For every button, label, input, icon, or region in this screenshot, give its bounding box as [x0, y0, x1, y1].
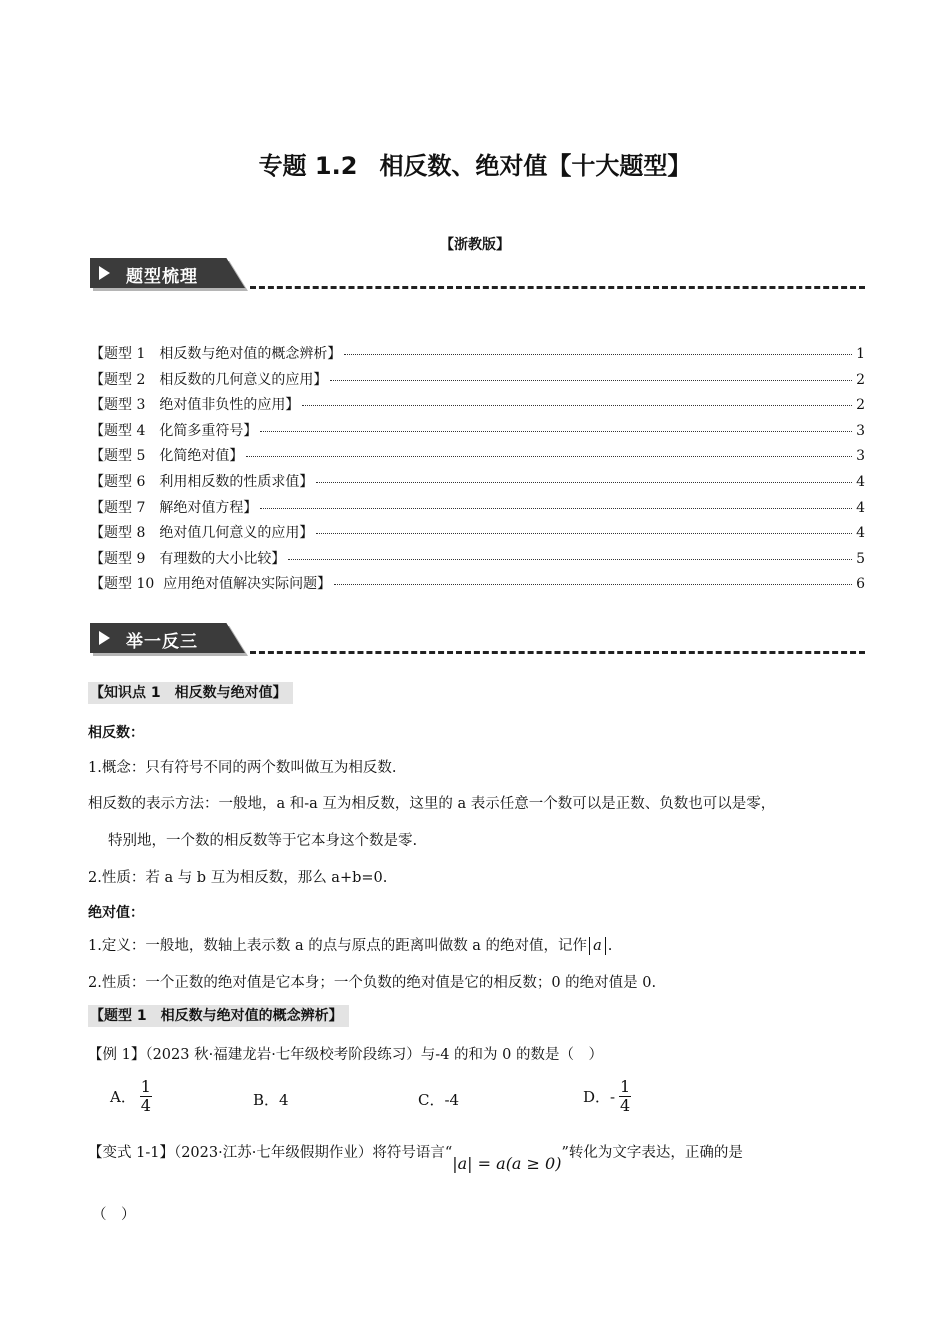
opposite-subtitle: 相反数： [88, 725, 144, 741]
page-title [0, 146, 950, 181]
fraction [140, 1078, 152, 1115]
option-c[interactable] [418, 1089, 459, 1110]
toc-page-number: 4 [856, 499, 865, 516]
toc-entry-label: 【题型 10 应用绝对值解决实际问题】 [90, 576, 332, 593]
banner-divider [250, 651, 865, 654]
variant-1-1 [88, 1141, 743, 1173]
toc-entry-label: 【题型 9 有理数的大小比较】 [90, 550, 286, 567]
denominator: 4 [620, 1096, 631, 1115]
toc-entry[interactable] [90, 471, 865, 497]
absolute-definition [88, 934, 612, 955]
toc-entry-label: 【题型 4 化简多重符号】 [90, 422, 258, 439]
toc-leader-dots [260, 431, 852, 432]
banner-divider [250, 286, 865, 289]
opposite-zero-note: 特别地，一个数的相反数等于它本身这个数是零. [108, 833, 418, 849]
toc-page-number: 6 [856, 576, 865, 593]
toc-entry[interactable] [90, 445, 865, 471]
absolute-subtitle: 绝对值： [88, 905, 144, 921]
numerator: 1 [620, 1077, 631, 1096]
toc-entry[interactable] [90, 420, 865, 446]
toc-leader-dots [344, 354, 852, 355]
denominator: 4 [140, 1096, 151, 1115]
opposite-definition: 1.概念：只有符号不同的两个数叫做互为相反数. [88, 760, 397, 776]
examples-banner-label: 举一反三 [126, 632, 198, 652]
toc-entry[interactable] [90, 497, 865, 523]
toc-leader-dots [260, 508, 852, 509]
opposite-property: 2.性质：若 a 与 b 互为相反数，那么 a+b=0. [88, 870, 388, 886]
toc-entry[interactable] [90, 369, 865, 395]
numerator: 1 [140, 1077, 151, 1096]
toc-entry-label: 【题型 6 利用相反数的性质求值】 [90, 473, 314, 490]
absolute-definition-end: . [607, 938, 613, 954]
knowledge-point-heading: 【知识点 1 相反数与绝对值】 [88, 682, 293, 704]
option-a-label: A． [110, 1088, 136, 1106]
toc-banner-label: 题型梳理 [126, 267, 198, 287]
title-part2: 相反数、绝对值【十大题型】 [379, 152, 692, 180]
absolute-value-symbol: a [589, 937, 606, 955]
toc-entry[interactable] [90, 522, 865, 548]
option-b[interactable] [253, 1089, 289, 1110]
title-part1: 专题 1.2 [258, 152, 358, 180]
examples-banner [90, 623, 865, 657]
toc-page-number: 3 [856, 422, 865, 439]
type1-heading: 【题型 1 相反数与绝对值的概念辨析】 [88, 1005, 349, 1027]
table-of-contents [90, 343, 865, 599]
toc-page-number: 4 [856, 473, 865, 490]
edition-label: 【浙教版】 [440, 237, 510, 253]
toc-leader-dots [330, 380, 852, 381]
toc-entry[interactable] [90, 343, 865, 369]
toc-page-number: 1 [856, 346, 865, 362]
absolute-definition-text: 1.定义：一般地，数轴上表示数 a 的点与原点的距离叫做数 a 的绝对值，记作 [88, 938, 588, 954]
play-icon [99, 266, 110, 280]
toc-entry-label: 【题型 8 绝对值几何意义的应用】 [90, 525, 314, 542]
option-d[interactable] [583, 1078, 631, 1115]
variant-text-end: ”转化为文字表达，正确的是 [561, 1145, 743, 1161]
toc-entry-label: 【题型 5 化简绝对值】 [90, 448, 244, 465]
toc-entry[interactable] [90, 573, 865, 599]
answer-parentheses: （ ） [92, 1207, 136, 1223]
toc-entry-label: 【题型 2 相反数的几何意义的应用】 [90, 371, 328, 388]
option-a[interactable] [110, 1078, 152, 1115]
option-d-label: D．- [583, 1088, 616, 1106]
fraction [619, 1078, 631, 1115]
toc-entry-label: 【题型 7 解绝对值方程】 [90, 499, 258, 516]
variant-text-start: 【变式 1-1】（2023·江苏·七年级假期作业）将符号语言“ [88, 1145, 453, 1161]
toc-leader-dots [316, 533, 852, 534]
play-icon [99, 631, 110, 645]
toc-leader-dots [246, 456, 852, 457]
toc-entry-label: 【题型 3 绝对值非负性的应用】 [90, 397, 300, 414]
toc-leader-dots [288, 559, 852, 560]
toc-page-number: 2 [856, 397, 865, 414]
toc-page-number: 2 [856, 371, 865, 388]
option-c-label: C．-4 [418, 1091, 460, 1109]
option-b-label: B．4 [253, 1091, 289, 1109]
toc-banner [90, 258, 865, 292]
toc-leader-dots [316, 482, 852, 483]
toc-page-number: 4 [856, 525, 865, 542]
example-1: 【例 1】（2023 秋·福建龙岩·七年级校考阶段练习）与-4 的和为 0 的数是（ ） [88, 1047, 603, 1063]
toc-leader-dots [302, 405, 852, 406]
absolute-property: 2.性质：一个正数的绝对值是它本身；一个负数的绝对值是它的相反数；0 的绝对值是 0. [88, 975, 657, 991]
toc-entry[interactable] [90, 394, 865, 420]
opposite-notation: 相反数的表示方法：一般地，a 和-a 互为相反数，这里的 a 表示任意一个数可以是正数、负数也可以是零， [88, 796, 776, 812]
toc-leader-dots [334, 584, 852, 585]
toc-page-number: 3 [856, 448, 865, 465]
toc-page-number: 5 [856, 550, 865, 567]
toc-entry[interactable] [90, 548, 865, 574]
toc-entry-label: 【题型 1 相反数与绝对值的概念辨析】 [90, 346, 342, 362]
symbolic-formula: |a| = a(a ≥ 0) [452, 1154, 562, 1173]
